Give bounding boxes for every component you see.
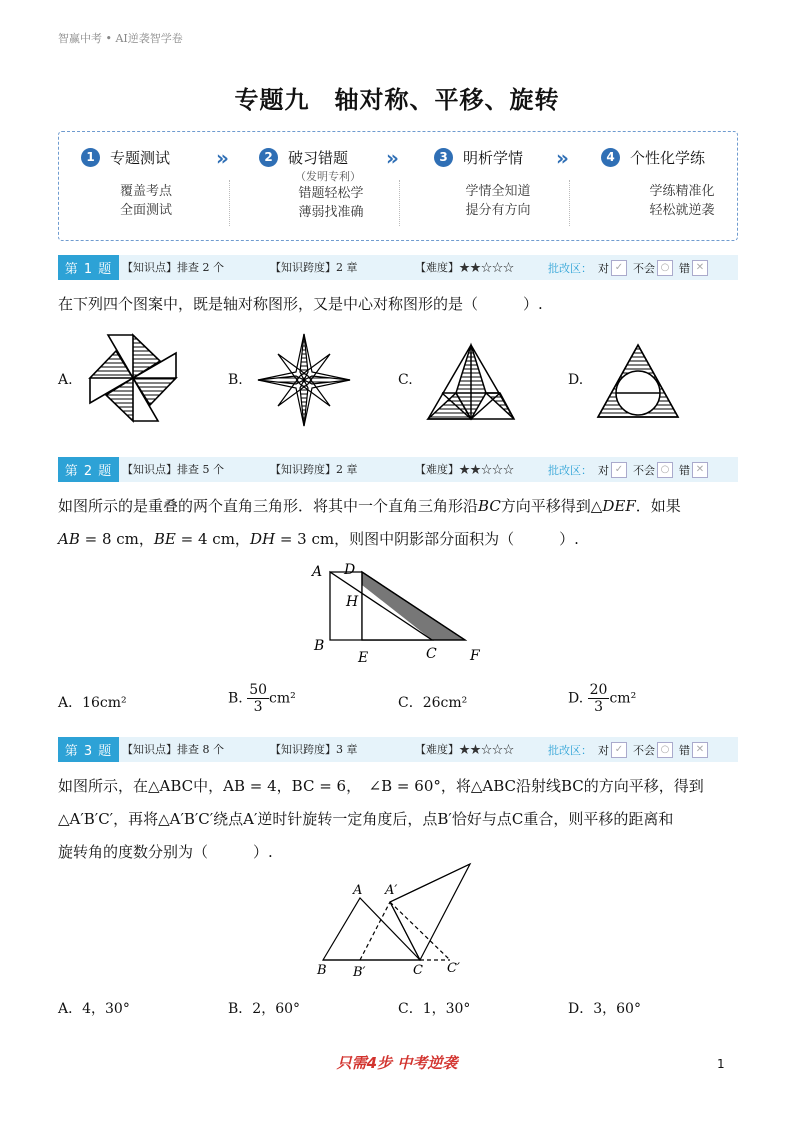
- unknown-checkbox[interactable]: ○: [657, 742, 673, 758]
- step-title: 明析学情: [463, 148, 524, 167]
- wrong-label: 错: [679, 463, 690, 477]
- correction-area: [548, 457, 738, 482]
- step-1: [81, 146, 231, 220]
- option-a: A．16cm²: [58, 695, 127, 711]
- step-subtitle: （发明专利）: [295, 170, 361, 183]
- step-title: 破习错题: [288, 148, 349, 167]
- figure-triangle-circle: [596, 343, 680, 419]
- figure-overlapping-triangles: [310, 560, 490, 670]
- label-C: C: [426, 646, 437, 662]
- knowledge-span: 【知识跨度】2 章: [270, 261, 358, 274]
- divider: [229, 180, 230, 226]
- step-number: 2: [259, 148, 278, 167]
- label-E: E: [358, 650, 369, 666]
- question-text: 如图所示的是重叠的两个直角三角形．将其中一个直角三角形沿BC方向平移得到△DEF．如果 AB = 8 cm，BE = 4 cm，DH = 3 cm，则图中阴影部分面积为（ ）.: [58, 497, 681, 548]
- correct-checkbox[interactable]: ✓: [611, 462, 627, 478]
- knowledge-points: 【知识点】排查 2 个: [122, 261, 224, 274]
- difficulty-stars: ★★☆☆☆: [459, 463, 514, 476]
- option-a: A．4，30°: [58, 1001, 130, 1017]
- header-note: 智赢中考 • AI逆袭智学卷: [58, 32, 183, 45]
- option-label: A.: [58, 372, 73, 388]
- label-H: H: [346, 594, 359, 610]
- knowledge-points: 【知识点】排查 8 个: [122, 743, 224, 756]
- correct-label: 对: [598, 261, 609, 275]
- figure-pinwheel: [88, 333, 178, 423]
- option-c: C．26cm²: [398, 695, 468, 711]
- footer-logo: 只需4步 中考逆袭: [336, 1054, 458, 1072]
- label-A-prime: A′: [385, 883, 398, 898]
- correct-checkbox[interactable]: ✓: [611, 742, 627, 758]
- step-desc: 学练精准化: [649, 184, 715, 199]
- question-text: 在下列四个图案中，既是轴对称图形，又是中心对称图形的是（ ）.: [58, 295, 543, 313]
- wrong-checkbox[interactable]: ✕: [692, 742, 708, 758]
- unknown-label: 不会: [633, 261, 655, 275]
- question-bar-3: [58, 737, 738, 762]
- unknown-checkbox[interactable]: ○: [657, 260, 673, 276]
- figure-triangle-pattern: [426, 343, 516, 421]
- option-label: B.: [228, 372, 243, 388]
- question-text: 如图所示，在△ABC中，AB = 4，BC = 6， ∠B = 60°，将△ABC沿射线BC的方向平移，得到 △A′B′C′，再将△A′B′C′绕点A′逆时针旋转一定角度后，点B′恰好与点C重合，则平移的距离和 旋转角的度数分别为（ ）.: [58, 777, 704, 861]
- figure-translation-rotation: [315, 858, 485, 988]
- knowledge-points: 【知识点】排查 5 个: [122, 463, 224, 476]
- correct-label: 对: [598, 743, 609, 757]
- correct-checkbox[interactable]: ✓: [611, 260, 627, 276]
- step-desc: 薄弱找准确: [298, 205, 364, 220]
- step-title: 个性化学练: [630, 148, 706, 167]
- label-F: F: [470, 648, 480, 664]
- label-B-prime: B′: [353, 965, 366, 980]
- step-number: 1: [81, 148, 100, 167]
- option-label: D.: [568, 372, 584, 388]
- chevron-right-icon: »: [216, 146, 223, 170]
- wrong-label: 错: [679, 743, 690, 757]
- difficulty: 【难度】★★☆☆☆: [415, 743, 514, 756]
- unknown-label: 不会: [633, 463, 655, 477]
- divider: [569, 180, 570, 226]
- correction-label: 批改区：: [548, 743, 592, 757]
- step-desc: 轻松就逆袭: [649, 203, 715, 218]
- step-number: 3: [434, 148, 453, 167]
- option-d: D. $\frac{20}{3}$ cm²: [568, 682, 637, 715]
- page-title: 专题九 轴对称、平移、旋转: [234, 86, 560, 114]
- question-bar-2: [58, 457, 738, 482]
- steps-panel: [58, 131, 738, 241]
- difficulty: 【难度】★★☆☆☆: [415, 463, 514, 476]
- difficulty: 【难度】★★☆☆☆: [415, 261, 514, 274]
- unknown-label: 不会: [633, 743, 655, 757]
- step-desc: 提分有方向: [465, 203, 531, 218]
- option-c: C．1，30°: [398, 1001, 471, 1017]
- step-desc: 覆盖考点: [119, 184, 172, 199]
- unknown-checkbox[interactable]: ○: [657, 462, 673, 478]
- correction-label: 批改区：: [548, 261, 592, 275]
- correction-area: [548, 737, 738, 762]
- correct-label: 对: [598, 463, 609, 477]
- wrong-checkbox[interactable]: ✕: [692, 462, 708, 478]
- label-B: B: [317, 963, 327, 978]
- correction-label: 批改区：: [548, 463, 592, 477]
- step-desc: 全面测试: [119, 203, 172, 218]
- wrong-checkbox[interactable]: ✕: [692, 260, 708, 276]
- step-desc: 学情全知道: [465, 184, 531, 199]
- correction-area: [548, 255, 738, 280]
- option-b: B. $\frac{50}{3}$ cm²: [228, 682, 296, 715]
- label-C: C: [413, 963, 423, 978]
- wrong-label: 错: [679, 261, 690, 275]
- option-b: B．2，60°: [228, 1001, 301, 1017]
- knowledge-span: 【知识跨度】3 章: [270, 743, 358, 756]
- option-label: C.: [398, 372, 413, 388]
- step-desc: 错题轻松学: [298, 186, 364, 201]
- step-4: [601, 146, 751, 220]
- figure-star: [256, 332, 352, 428]
- label-D: D: [344, 562, 356, 578]
- question-bar-1: [58, 255, 738, 280]
- chevron-right-icon: »: [556, 146, 563, 170]
- knowledge-span: 【知识跨度】2 章: [270, 463, 358, 476]
- step-number: 4: [601, 148, 620, 167]
- step-title: 专题测试: [110, 148, 171, 167]
- label-B: B: [314, 638, 325, 654]
- difficulty-stars: ★★☆☆☆: [459, 743, 514, 756]
- label-A: A: [353, 883, 363, 898]
- question-number: 第 1 题: [58, 255, 119, 280]
- difficulty-stars: ★★☆☆☆: [459, 261, 514, 274]
- page-number: 1: [717, 1057, 725, 1071]
- chevron-right-icon: »: [386, 146, 393, 170]
- question-number: 第 2 题: [58, 457, 119, 482]
- label-A: A: [312, 564, 323, 580]
- question-number: 第 3 题: [58, 737, 119, 762]
- divider: [399, 180, 400, 226]
- option-d: D．3，60°: [568, 1001, 641, 1017]
- label-C-prime: C′: [447, 961, 460, 976]
